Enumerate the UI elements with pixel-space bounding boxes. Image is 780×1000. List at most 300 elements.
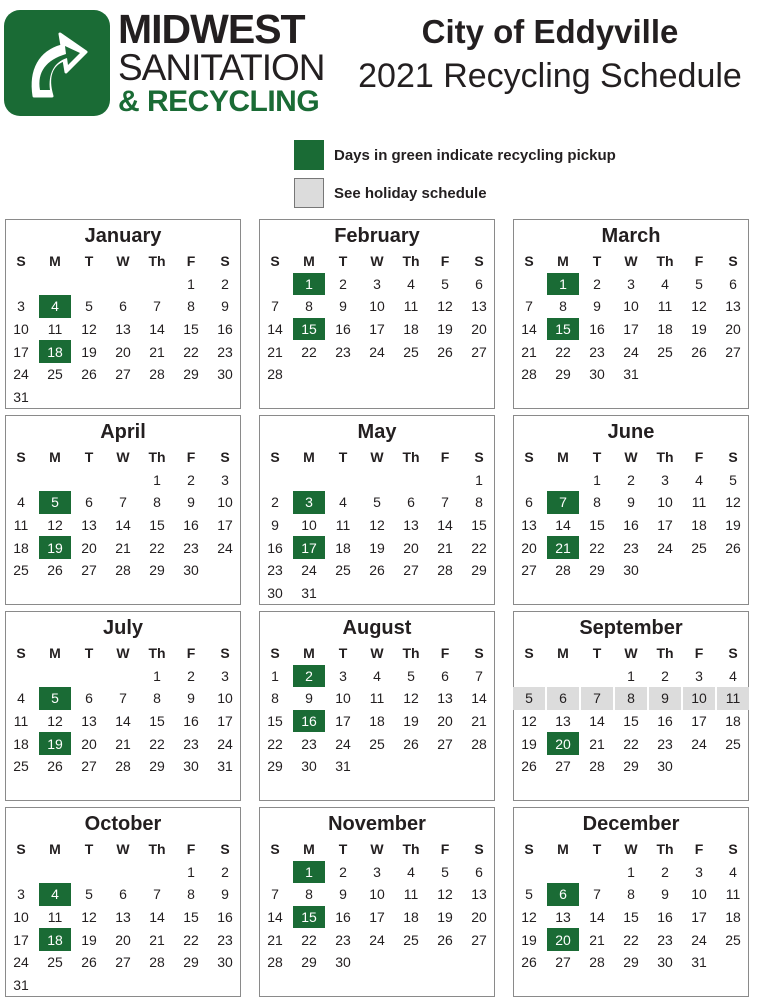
day-cell: 28: [521, 366, 537, 383]
weekday-label: S: [270, 253, 280, 270]
day-cell: 17: [217, 517, 233, 534]
month-july: [5, 611, 241, 801]
day-cell: 16: [657, 909, 673, 926]
day-cell: 14: [589, 909, 605, 926]
day-cell: 5: [407, 667, 415, 684]
day-cell: 8: [153, 690, 161, 707]
day-grid: [6, 642, 240, 778]
day-cell: 28: [589, 758, 605, 775]
pickup-day: 19: [39, 732, 71, 755]
weekday-label: W: [624, 841, 638, 858]
weekday-label: F: [440, 645, 450, 662]
day-cell: 6: [475, 863, 483, 880]
day-cell: 3: [695, 667, 703, 684]
day-cell: 14: [589, 713, 605, 730]
day-cell: 7: [153, 298, 161, 315]
day-cell: 9: [221, 298, 229, 315]
day-cell: 26: [47, 758, 63, 775]
day-cell: 11: [725, 886, 741, 903]
day-cell: 8: [153, 494, 161, 511]
day-cell: 21: [589, 735, 605, 752]
day-cell: 20: [403, 539, 419, 556]
legend-pickup-text: Days in green indicate recycling pickup: [334, 146, 616, 164]
empty-cell: [38, 861, 72, 884]
day-cell: 1: [475, 471, 483, 488]
day-cell: 18: [13, 539, 29, 556]
empty-cell: [326, 469, 360, 492]
weekday-label: Th: [656, 841, 674, 858]
day-cell: 11: [335, 517, 351, 534]
month-name: February: [334, 225, 420, 247]
day-cell: 12: [47, 713, 63, 730]
day-cell: 4: [729, 863, 737, 880]
pickup-day: 4: [39, 295, 71, 318]
empty-cell: [580, 861, 614, 884]
day-cell: 24: [691, 931, 707, 948]
pickup-day: 2: [293, 665, 325, 688]
day-cell: 5: [441, 275, 449, 292]
empty-cell: [38, 665, 72, 688]
day-cell: 18: [691, 517, 707, 534]
month-name: November: [328, 813, 426, 835]
pickup-day: 4: [39, 883, 71, 906]
day-cell: 30: [335, 954, 351, 971]
day-cell: 7: [119, 690, 127, 707]
day-cell: 10: [691, 886, 707, 903]
month-name: January: [84, 225, 162, 247]
weekday-label: W: [116, 841, 130, 858]
weekday-label: T: [84, 253, 94, 270]
weekday-label: F: [694, 841, 704, 858]
day-cell: 11: [403, 886, 419, 903]
day-cell: 30: [623, 562, 639, 579]
day-cell: 1: [271, 667, 279, 684]
weekday-label: T: [84, 841, 94, 858]
day-cell: 26: [81, 366, 97, 383]
day-cell: 21: [149, 931, 165, 948]
day-cell: 15: [183, 321, 199, 338]
day-cell: 28: [589, 954, 605, 971]
day-cell: 9: [221, 886, 229, 903]
day-cell: 23: [657, 931, 673, 948]
day-grid: [6, 838, 240, 996]
day-cell: 27: [81, 758, 97, 775]
day-cell: 31: [335, 758, 351, 775]
month-march: [513, 219, 749, 409]
day-cell: 1: [153, 667, 161, 684]
day-cell: 19: [691, 321, 707, 338]
weekday-label: F: [440, 449, 450, 466]
day-cell: 16: [589, 321, 605, 338]
day-cell: 2: [661, 667, 669, 684]
day-cell: 15: [149, 713, 165, 730]
day-cell: 30: [183, 758, 199, 775]
day-cell: 13: [81, 517, 97, 534]
day-cell: 24: [657, 539, 673, 556]
day-cell: 19: [437, 909, 453, 926]
day-cell: 29: [149, 562, 165, 579]
day-cell: 5: [373, 494, 381, 511]
weekday-label: T: [338, 841, 348, 858]
weekday-label: T: [338, 253, 348, 270]
month-may: [259, 415, 495, 605]
day-cell: 28: [437, 562, 453, 579]
day-cell: 8: [593, 494, 601, 511]
day-cell: 15: [589, 517, 605, 534]
empty-cell: [140, 273, 174, 296]
day-cell: 22: [471, 539, 487, 556]
day-cell: 16: [217, 321, 233, 338]
pickup-day: 18: [39, 340, 71, 363]
day-cell: 9: [661, 886, 669, 903]
day-cell: 31: [301, 584, 317, 601]
day-cell: 7: [593, 886, 601, 903]
day-cell: 24: [13, 366, 29, 383]
day-cell: 8: [559, 298, 567, 315]
day-cell: 26: [521, 758, 537, 775]
weekday-label: S: [16, 645, 26, 662]
day-cell: 2: [271, 494, 279, 511]
pickup-day: 17: [293, 536, 325, 559]
weekday-label: S: [16, 841, 26, 858]
day-cell: 22: [149, 735, 165, 752]
weekday-label: Th: [656, 449, 674, 466]
day-cell: 2: [593, 275, 601, 292]
month-october: [5, 807, 241, 997]
weekday-label: F: [186, 841, 196, 858]
day-cell: 12: [521, 909, 537, 926]
day-cell: 16: [183, 713, 199, 730]
month-december: [513, 807, 749, 997]
day-cell: 3: [373, 275, 381, 292]
weekday-label: W: [624, 645, 638, 662]
day-cell: 10: [301, 517, 317, 534]
day-cell: 28: [267, 366, 283, 383]
month-name: August: [342, 617, 412, 639]
day-cell: 30: [267, 584, 283, 601]
day-cell: 21: [589, 931, 605, 948]
weekday-label: T: [592, 645, 602, 662]
weekday-label: W: [370, 449, 384, 466]
day-cell: 5: [85, 886, 93, 903]
day-cell: 22: [555, 343, 571, 360]
day-cell: 24: [301, 562, 317, 579]
day-cell: 24: [13, 954, 29, 971]
empty-cell: [4, 861, 38, 884]
day-cell: 4: [407, 863, 415, 880]
day-cell: 3: [695, 863, 703, 880]
day-cell: 6: [119, 886, 127, 903]
day-cell: 10: [217, 494, 233, 511]
weekday-label: M: [557, 841, 569, 858]
day-cell: 10: [13, 321, 29, 338]
day-cell: 4: [339, 494, 347, 511]
day-cell: 21: [267, 343, 283, 360]
day-cell: 22: [183, 931, 199, 948]
day-cell: 9: [339, 886, 347, 903]
day-cell: 26: [47, 562, 63, 579]
day-cell: 24: [369, 931, 385, 948]
weekday-label: S: [270, 449, 280, 466]
weekday-label: M: [557, 253, 569, 270]
empty-cell: [106, 469, 140, 492]
weekday-label: S: [474, 253, 484, 270]
weekday-label: Th: [656, 645, 674, 662]
pickup-day: 20: [547, 732, 579, 755]
month-november: [259, 807, 495, 997]
day-cell: 25: [725, 931, 741, 948]
weekday-label: T: [338, 449, 348, 466]
day-cell: 27: [725, 343, 741, 360]
day-cell: 30: [217, 366, 233, 383]
legend-holiday: [294, 178, 714, 208]
day-cell: 3: [221, 471, 229, 488]
weekday-label: W: [116, 253, 130, 270]
day-cell: 24: [217, 735, 233, 752]
day-cell: 23: [183, 735, 199, 752]
holiday-day: 7: [581, 687, 613, 710]
day-cell: 13: [115, 321, 131, 338]
day-cell: 11: [403, 298, 419, 315]
day-cell: 5: [695, 275, 703, 292]
day-cell: 9: [187, 690, 195, 707]
empty-cell: [292, 469, 326, 492]
day-grid: [514, 446, 748, 582]
empty-cell: [72, 469, 106, 492]
month-august: [259, 611, 495, 801]
day-cell: 15: [471, 517, 487, 534]
month-february: [259, 219, 495, 409]
pickup-day: 18: [39, 928, 71, 951]
day-cell: 17: [369, 909, 385, 926]
day-cell: 28: [471, 735, 487, 752]
day-cell: 28: [115, 562, 131, 579]
day-cell: 12: [403, 690, 419, 707]
day-cell: 20: [81, 539, 97, 556]
day-cell: 8: [271, 690, 279, 707]
day-cell: 14: [149, 909, 165, 926]
day-cell: 29: [301, 954, 317, 971]
weekday-label: Th: [148, 841, 166, 858]
day-cell: 1: [593, 471, 601, 488]
day-cell: 7: [119, 494, 127, 511]
weekday-label: Th: [148, 253, 166, 270]
day-cell: 21: [267, 931, 283, 948]
month-april: [5, 415, 241, 605]
day-cell: 8: [187, 886, 195, 903]
day-cell: 1: [627, 667, 635, 684]
day-cell: 1: [187, 863, 195, 880]
day-cell: 2: [339, 275, 347, 292]
day-cell: 18: [725, 713, 741, 730]
day-cell: 2: [661, 863, 669, 880]
day-cell: 9: [187, 494, 195, 511]
day-cell: 9: [627, 494, 635, 511]
day-cell: 12: [81, 321, 97, 338]
pickup-day: 7: [547, 491, 579, 514]
day-cell: 21: [437, 539, 453, 556]
empty-cell: [512, 469, 546, 492]
empty-cell: [106, 665, 140, 688]
day-cell: 2: [187, 471, 195, 488]
day-grid: [514, 838, 748, 974]
day-cell: 20: [471, 909, 487, 926]
day-cell: 27: [81, 562, 97, 579]
day-cell: 28: [149, 954, 165, 971]
day-cell: 3: [661, 471, 669, 488]
day-cell: 25: [335, 562, 351, 579]
day-cell: 22: [301, 343, 317, 360]
day-cell: 6: [525, 494, 533, 511]
day-cell: 24: [217, 539, 233, 556]
weekday-label: M: [303, 449, 315, 466]
day-cell: 17: [623, 321, 639, 338]
day-cell: 24: [691, 735, 707, 752]
day-cell: 6: [729, 275, 737, 292]
weekday-label: W: [370, 645, 384, 662]
logo-line-sanitation: SANITATION: [118, 47, 325, 88]
gray-swatch: [294, 178, 324, 208]
logo-wordmark: [118, 8, 324, 118]
pickup-day: 20: [547, 928, 579, 951]
day-cell: 17: [335, 713, 351, 730]
day-cell: 6: [119, 298, 127, 315]
weekday-label: M: [49, 253, 61, 270]
day-cell: 18: [403, 321, 419, 338]
pickup-day: 5: [39, 491, 71, 514]
day-cell: 22: [267, 735, 283, 752]
empty-cell: [106, 861, 140, 884]
day-cell: 5: [729, 471, 737, 488]
day-cell: 19: [403, 713, 419, 730]
weekday-label: S: [474, 841, 484, 858]
holiday-day: 11: [717, 687, 749, 710]
weekday-label: S: [270, 645, 280, 662]
weekday-label: S: [524, 645, 534, 662]
weekday-label: F: [186, 645, 196, 662]
weekday-label: S: [524, 841, 534, 858]
logo-line-midwest: MIDWEST: [118, 6, 305, 52]
pickup-day: 15: [293, 318, 325, 341]
day-cell: 29: [471, 562, 487, 579]
weekday-label: T: [84, 645, 94, 662]
day-cell: 9: [593, 298, 601, 315]
day-cell: 26: [369, 562, 385, 579]
day-cell: 28: [115, 758, 131, 775]
day-cell: 19: [521, 735, 537, 752]
legend-holiday-text: See holiday schedule: [334, 184, 487, 202]
day-cell: 6: [85, 690, 93, 707]
day-cell: 15: [267, 713, 283, 730]
day-cell: 25: [725, 735, 741, 752]
weekday-label: F: [440, 253, 450, 270]
day-cell: 11: [13, 517, 29, 534]
day-cell: 5: [441, 863, 449, 880]
empty-cell: [72, 273, 106, 296]
day-cell: 22: [301, 931, 317, 948]
weekday-label: S: [220, 449, 230, 466]
pickup-day: 1: [293, 273, 325, 296]
day-cell: 23: [217, 931, 233, 948]
weekday-label: S: [220, 645, 230, 662]
day-cell: 19: [81, 931, 97, 948]
empty-cell: [4, 469, 38, 492]
empty-cell: [38, 273, 72, 296]
day-cell: 5: [85, 298, 93, 315]
day-cell: 21: [115, 735, 131, 752]
weekday-label: F: [694, 449, 704, 466]
day-cell: 27: [115, 954, 131, 971]
weekday-label: M: [49, 841, 61, 858]
day-cell: 29: [267, 758, 283, 775]
day-cell: 20: [471, 321, 487, 338]
day-cell: 12: [437, 298, 453, 315]
day-cell: 23: [267, 562, 283, 579]
day-cell: 10: [623, 298, 639, 315]
day-cell: 23: [217, 343, 233, 360]
schedule-title: 2021 Recycling Schedule: [358, 57, 742, 95]
day-cell: 21: [115, 539, 131, 556]
empty-cell: [140, 861, 174, 884]
weekday-label: S: [728, 841, 738, 858]
weekday-label: W: [624, 449, 638, 466]
day-cell: 18: [335, 539, 351, 556]
day-cell: 29: [623, 758, 639, 775]
day-cell: 17: [657, 517, 673, 534]
day-cell: 7: [441, 494, 449, 511]
day-cell: 10: [369, 886, 385, 903]
day-cell: 12: [691, 298, 707, 315]
day-cell: 20: [115, 931, 131, 948]
day-cell: 18: [13, 735, 29, 752]
day-cell: 10: [657, 494, 673, 511]
day-cell: 16: [657, 713, 673, 730]
day-cell: 2: [627, 471, 635, 488]
day-cell: 26: [725, 539, 741, 556]
weekday-label: Th: [148, 645, 166, 662]
day-cell: 18: [369, 713, 385, 730]
weekday-label: S: [524, 253, 534, 270]
day-cell: 14: [267, 909, 283, 926]
company-logo: [4, 8, 324, 120]
day-cell: 24: [623, 343, 639, 360]
day-cell: 30: [589, 366, 605, 383]
day-cell: 20: [81, 735, 97, 752]
day-cell: 27: [403, 562, 419, 579]
day-cell: 23: [183, 539, 199, 556]
day-cell: 1: [187, 275, 195, 292]
empty-cell: [360, 469, 394, 492]
day-cell: 22: [183, 343, 199, 360]
day-cell: 30: [657, 954, 673, 971]
empty-cell: [258, 273, 292, 296]
day-cell: 30: [217, 954, 233, 971]
weekday-label: S: [524, 449, 534, 466]
day-cell: 4: [661, 275, 669, 292]
day-cell: 23: [335, 343, 351, 360]
day-cell: 20: [115, 343, 131, 360]
day-grid: [260, 446, 494, 604]
day-cell: 31: [623, 366, 639, 383]
weekday-label: M: [557, 449, 569, 466]
day-cell: 11: [47, 909, 63, 926]
weekday-label: T: [84, 449, 94, 466]
day-cell: 31: [217, 758, 233, 775]
weekday-label: W: [370, 841, 384, 858]
day-cell: 13: [555, 909, 571, 926]
day-cell: 7: [475, 667, 483, 684]
pickup-day: 21: [547, 536, 579, 559]
